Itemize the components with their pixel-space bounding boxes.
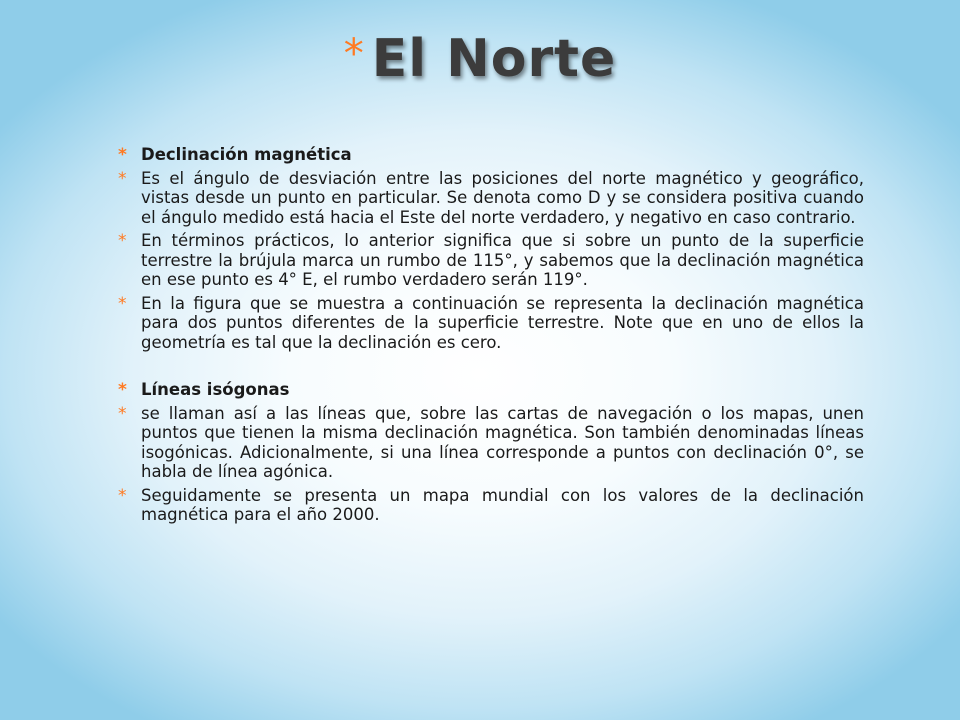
heading-text: Líneas isógonas xyxy=(141,380,290,399)
paragraph-text: Es el ángulo de desviación entre las posiciones del norte magnético y geográfico, vistas desde un punto en particular. Se denota como D y se considera positiva cuando el ángulo medido está hacia el Este del norte verdadero, y negativo en caso contrario. xyxy=(141,168,864,227)
slide-title: El Norte xyxy=(371,29,617,89)
bullet-asterisk-icon: * xyxy=(118,168,127,189)
bullet-asterisk-icon: * xyxy=(118,293,127,314)
bullet-paragraph xyxy=(118,231,864,290)
bullet-asterisk-icon: * xyxy=(118,380,127,400)
bullet-asterisk-icon: * xyxy=(118,485,127,506)
slide-content xyxy=(118,145,864,529)
bullet-paragraph xyxy=(118,404,864,482)
paragraph-text: se llaman así a las líneas que, sobre las cartas de navegación o los mapas, unen puntos que tienen la misma declinación magnética. Son también denominadas líneas isogónicas. Adicionalmente, si una línea corresponde a puntos con declinación 0°, se habla de línea agónica. xyxy=(141,403,864,481)
paragraph-text: En la figura que se muestra a continuación se representa la declinación magnética para dos puntos diferentes de la superficie terrestre. Note que en uno de ellos la geometría es tal que la declinación es cero. xyxy=(141,293,864,352)
bullet-paragraph xyxy=(118,486,864,525)
section-heading-isogonas xyxy=(118,380,864,400)
bullet-asterisk-icon: * xyxy=(118,231,127,251)
bullet-asterisk-icon: * xyxy=(118,403,127,424)
heading-text: Declinación magnética xyxy=(141,145,352,164)
paragraph-text: Seguidamente se presenta un mapa mundial con los valores de la declinación magnética para el año 2000. xyxy=(141,485,864,524)
bullet-asterisk-icon: * xyxy=(118,145,127,165)
slide-title-area xyxy=(0,28,960,90)
bullet-paragraph xyxy=(118,169,864,228)
section-heading-declinacion xyxy=(118,145,864,165)
paragraph-text: En términos prácticos, lo anterior significa que si sobre un punto de la superficie terrestre la brújula marca un rumbo de 115°, y sabemos que la declinación magnética en ese punto es 4° E, el rumbo verdadero serán 119°. xyxy=(141,231,864,289)
title-asterisk-icon: * xyxy=(343,31,364,77)
section-spacer xyxy=(118,356,864,380)
bullet-paragraph xyxy=(118,294,864,353)
